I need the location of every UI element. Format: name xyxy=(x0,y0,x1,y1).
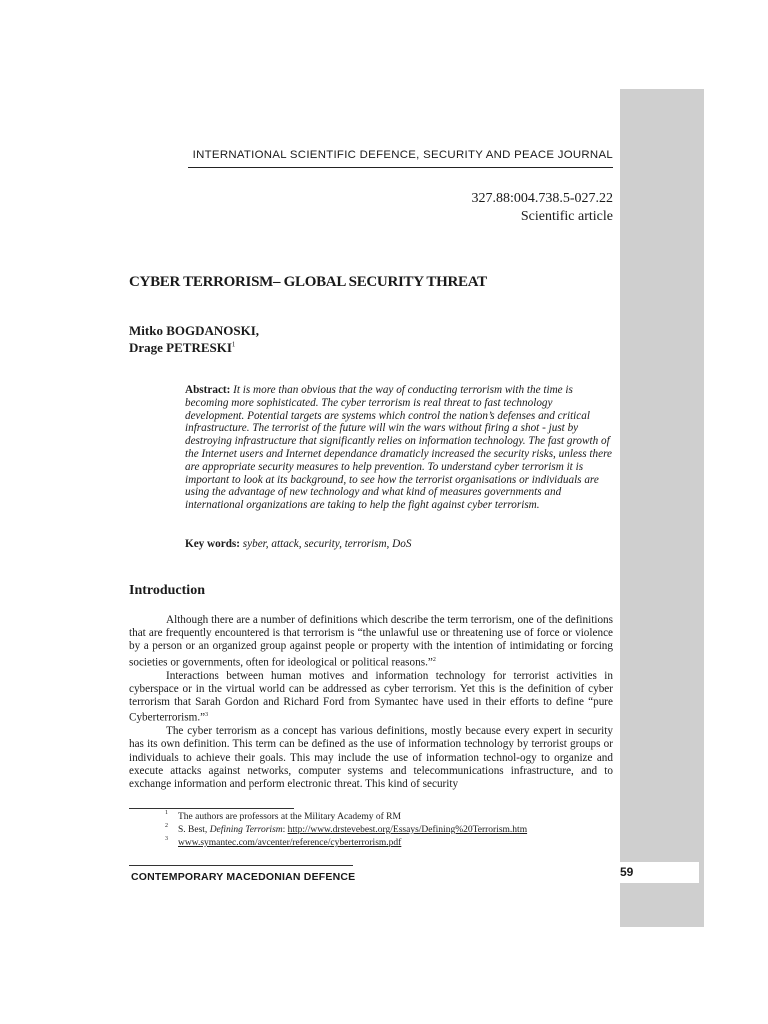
footnote-mark: 1 xyxy=(165,810,168,816)
page-number: 59 xyxy=(620,865,634,879)
side-margin-band xyxy=(620,89,704,927)
header-rule xyxy=(188,167,613,168)
author-1 xyxy=(129,323,259,339)
journal-header: INTERNATIONAL SCIENTIFIC DEFENCE, SECURITY AND PEACE JOURNAL xyxy=(192,149,613,161)
keywords xyxy=(185,538,613,550)
keywords-text: syber, attack, security, terrorism, DoS xyxy=(242,538,412,550)
article-type: Scientific article xyxy=(520,209,613,224)
footnote-mark: 2 xyxy=(165,823,168,829)
keywords-label: Key words: xyxy=(185,538,240,550)
paragraph xyxy=(129,670,613,726)
body-text xyxy=(129,614,613,791)
paragraph-text: The cyber terrorism as a concept has various definitions, mostly because every expert in security has its own definition. This term can be defined as the use of information technology by terrorist groups or individuals to achieve their goals. This may include the use of information technol-ogy to organize and execute attacks against networks, computer systems and telecommunications infrastructure, and to exchange information and perform electronic threat. This kind of security xyxy=(129,725,613,790)
paragraph xyxy=(129,614,613,670)
author-2 xyxy=(129,340,235,356)
footnote-text: The authors are professors at the Military Academy of RM xyxy=(178,812,401,822)
footnote-ref: 3 xyxy=(205,712,209,719)
article-title: CYBER TERRORISM– GLOBAL SECURITY THREAT xyxy=(129,274,487,290)
footnote-link[interactable]: http://www.drstevebest.org/Essays/Defining%20Terrorism.htm xyxy=(287,825,528,835)
paragraph-text: Interactions between human motives and information technology for terrorist activities in cyberspace or in the virtual world can be addressed as cyber terrorism. Yet this is the definition of cyber terrorism that Sarah Gordon and Richard Ford from Symantec have used in their efforts to define “pure Cyberterrorism.” xyxy=(129,669,613,724)
paragraph-text: Although there are a number of definitions which describe the term terrorism, one of the definitions that are frequently encountered is that terrorism is “the unlawful use or threatening use of force or violence by a person or an organized group against people or property with the intention of intimidating or forcing societies or governments, often for ideological or political reasons.” xyxy=(129,614,613,669)
abstract-label: Abstract: xyxy=(185,384,231,396)
author-name: Drage PETRESKI xyxy=(129,340,232,355)
footnote-1 xyxy=(165,812,401,822)
footer-journal-title: CONTEMPORARY MACEDONIAN DEFENCE xyxy=(131,871,356,883)
paragraph xyxy=(129,725,613,791)
author-name: Mitko BOGDANOSKI, xyxy=(129,323,260,338)
footnote-italic-title: Defining Terrorism xyxy=(209,825,283,835)
section-heading-introduction: Introduction xyxy=(129,583,205,598)
footnote-rule xyxy=(129,808,294,809)
author-footnote-mark: 1 xyxy=(231,340,236,349)
abstract-text: It is more than obvious that the way of conducting terrorism with the time is becoming more sophisticated. The cyber terrorism is real threat to fast technology development. Potential targets are systems which control the nation’s defenses and critical infrastructure. The terrorist of the future will win the wars without firing a shot - just by destroying infrastructure that significantly relies on information technology. The fast growth of the Internet users and Internet dependance dramaticly increased the security risks, unless there are appropriate security measures to help prevention. To understand cyber terrorism it is important to look at its background, to see how the terrorist organisations or individuals are using the advantage of new technology and what kind of measures governments and international organizations are taking to help the fight against cyber terrorism. xyxy=(185,384,612,512)
footnote-ref: 2 xyxy=(432,656,436,663)
footnote-2 xyxy=(165,825,527,835)
footnote-link[interactable]: www.symantec.com/avcenter/reference/cyberterrorism.pdf xyxy=(178,838,402,848)
footer-rule xyxy=(129,865,353,866)
abstract xyxy=(185,384,613,512)
udc-code: 327.88:004.738.5-027.22 xyxy=(471,191,613,206)
footnote-text: S. Best, xyxy=(178,825,210,835)
footnote-mark: 3 xyxy=(165,836,168,842)
footnote-separator: : xyxy=(282,825,288,835)
footnote-3 xyxy=(165,838,401,848)
